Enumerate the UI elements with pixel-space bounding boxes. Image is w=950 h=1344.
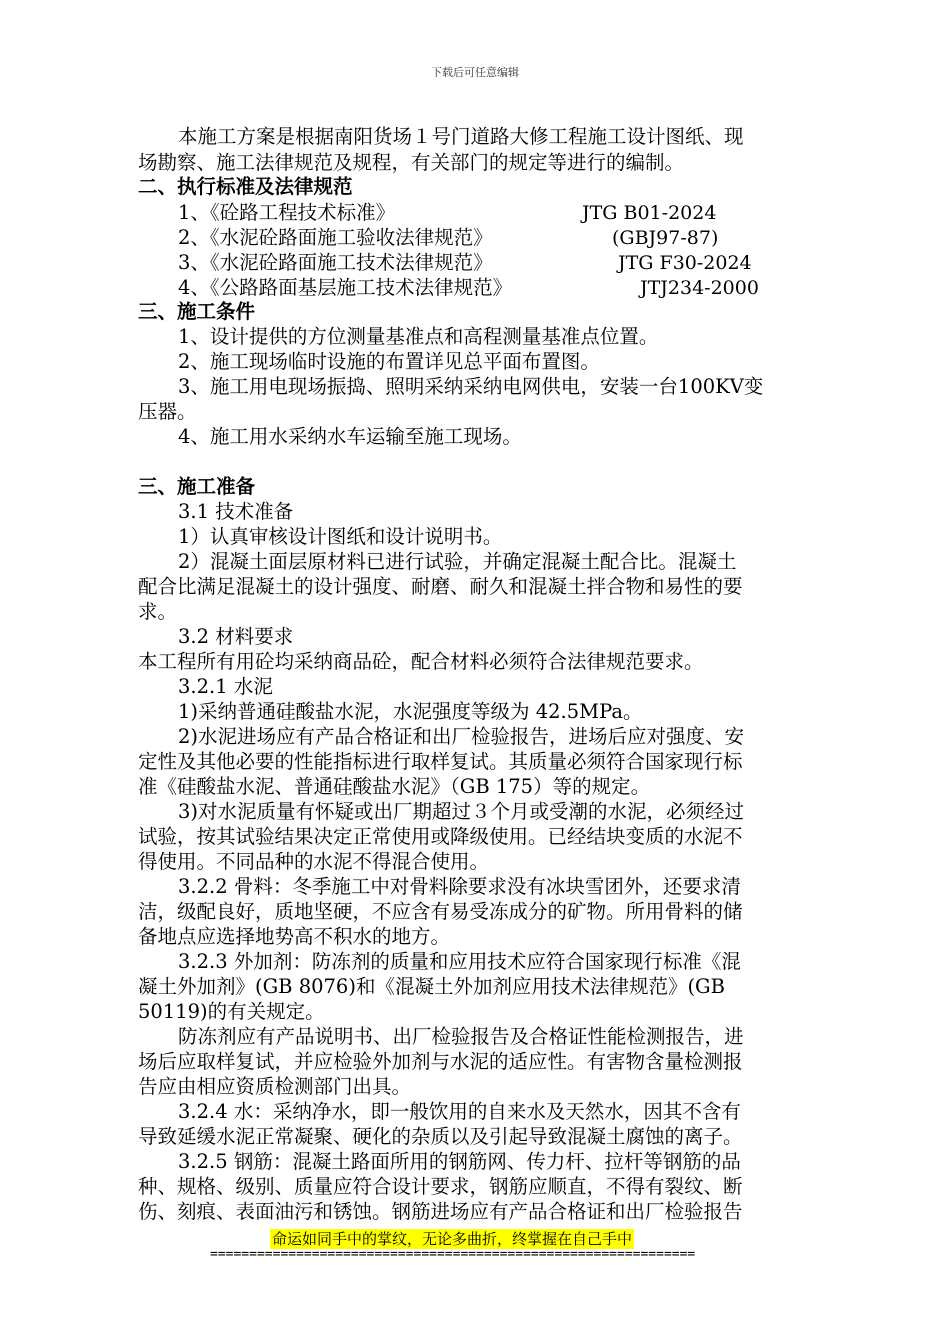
- paragraph-line: 3)对水泥质量有怀疑或出厂期超过３个月或受潮的水泥，必须经过: [178, 800, 745, 823]
- footer-motto: 命运如同手中的掌纹，无论多曲折，终掌握在自己手中: [272, 1230, 633, 1248]
- section-heading: 二、执行标准及法律规范: [138, 175, 353, 198]
- page-header: 下载后可任意编辑: [431, 66, 519, 79]
- standard-item: 4、《公路路面基层施工技术法律规范》: [178, 276, 513, 299]
- paragraph-line: 配合比满足混凝土的设计强度、耐磨、耐久和混凝土拌合物和易性的要: [138, 575, 743, 598]
- paragraph-line: 1、设计提供的方位测量基准点和高程测量基准点位置。: [178, 325, 659, 348]
- paragraph-line: 场勘察、施工法律规范及规程，有关部门的规定等进行的编制。: [138, 151, 685, 174]
- paragraph-line: 准《硅酸盐水泥、普通硅酸盐水泥》（GB 175）等的规定。: [138, 775, 651, 798]
- paragraph-line: 防冻剂应有产品说明书、出厂检验报告及合格证性能检测报告，进: [178, 1025, 744, 1048]
- paragraph-line: 1)采纳普通硅酸盐水泥，水泥强度等级为 42.5MPa。: [178, 700, 643, 723]
- standard-code: (GBJ97-87): [612, 227, 719, 249]
- paragraph-line: 备地点应选择地势高不积水的地方。: [138, 925, 451, 948]
- standard-code: JTG B01-2024: [582, 202, 717, 224]
- paragraph-line: 告应由相应资质检测部门出具。: [138, 1075, 412, 1098]
- footer-rule: ==============================================================: [210, 1247, 696, 1262]
- paragraph-line: 试验，按其试验结果决定正常使用或降级使用。已经结块变质的水泥不: [138, 825, 743, 848]
- standard-code: JTJ234-2000: [640, 277, 759, 299]
- standard-item: 2、《水泥砼路面施工验收法律规范》: [178, 226, 493, 249]
- paragraph-line: 导致延缓水泥正常凝聚、硬化的杂质以及引起导致混凝土腐蚀的离子。: [138, 1125, 743, 1148]
- paragraph-line: 得使用。不同品种的水泥不得混合使用。: [138, 850, 490, 873]
- paragraph-line: 伤、刻痕、表面油污和锈蚀。钢筋进场应有产品合格证和出厂检验报告: [138, 1200, 743, 1223]
- paragraph-line: 本工程所有用砼均采纳商品砼，配合材料必须符合法律规范要求。: [138, 650, 704, 673]
- paragraph-line: 50119)的有关规定。: [138, 1000, 325, 1023]
- subsection-heading: 3.1 技术准备: [178, 500, 294, 523]
- paragraph-line: 2)水泥进场应有产品合格证和出厂检验报告，进场后应对强度、安: [178, 725, 745, 748]
- paragraph-line: 3.2.4 水：采纳净水，即一般饮用的自来水及天然水，因其不含有: [178, 1100, 741, 1123]
- paragraph-line: 定性及其他必要的性能指标进行取样复试。其质量必须符合国家现行标: [138, 750, 743, 773]
- paragraph-line: 2、施工现场临时设施的布置详见总平面布置图。: [178, 350, 600, 373]
- paragraph-line: 压器。: [138, 400, 197, 423]
- paragraph-line: 4、施工用水采纳水车运输至施工现场。: [178, 425, 522, 448]
- paragraph-line: 3.2.2 骨料：冬季施工中对骨料除要求没有冰块雪团外，还要求清: [178, 875, 741, 898]
- paragraph-line: 3、施工用电现场振捣、照明采纳采纳电网供电，安装一台100KV变: [178, 375, 764, 398]
- standard-code: JTG F30-2024: [618, 252, 752, 274]
- standard-item: 3、《水泥砼路面施工技术法律规范》: [178, 251, 493, 274]
- paragraph-line: 洁，级配良好，质地坚硬，不应含有易受冻成分的矿物。所用骨料的储: [138, 900, 743, 923]
- section-heading: 三、施工条件: [138, 300, 256, 323]
- paragraph-line: 种、规格、级别、质量应符合设计要求，钢筋应顺直，不得有裂纹、断: [138, 1175, 743, 1198]
- paragraph-line: 2）混凝土面层原材料已进行试验，并确定混凝土配合比。混凝土: [178, 550, 737, 573]
- paragraph-line: 凝土外加剂》(GB 8076)和《混凝土外加剂应用技术法律规范》(GB: [138, 975, 725, 998]
- paragraph-line: 3.2.3 外加剂：防冻剂的质量和应用技术应符合国家现行标准《混: [178, 950, 741, 973]
- paragraph-line: 求。: [138, 600, 178, 623]
- paragraph-line: 场后应取样复试，并应检验外加剂与水泥的适应性。有害物含量检测报: [138, 1050, 743, 1073]
- subsection-heading: 3.2.1 水泥: [178, 675, 273, 698]
- section-heading: 三、施工准备: [138, 475, 256, 498]
- paragraph-line: 3.2.5 钢筋：混凝土路面所用的钢筋网、传力杆、拉杆等钢筋的品: [178, 1150, 741, 1173]
- paragraph-line: 本施工方案是根据南阳货场１号门道路大修工程施工设计图纸、现: [178, 125, 744, 148]
- paragraph-line: 1）认真审核设计图纸和设计说明书。: [178, 525, 503, 548]
- standard-item: 1、《砼路工程技术标准》: [178, 201, 396, 224]
- subsection-heading: 3.2 材料要求: [178, 625, 294, 648]
